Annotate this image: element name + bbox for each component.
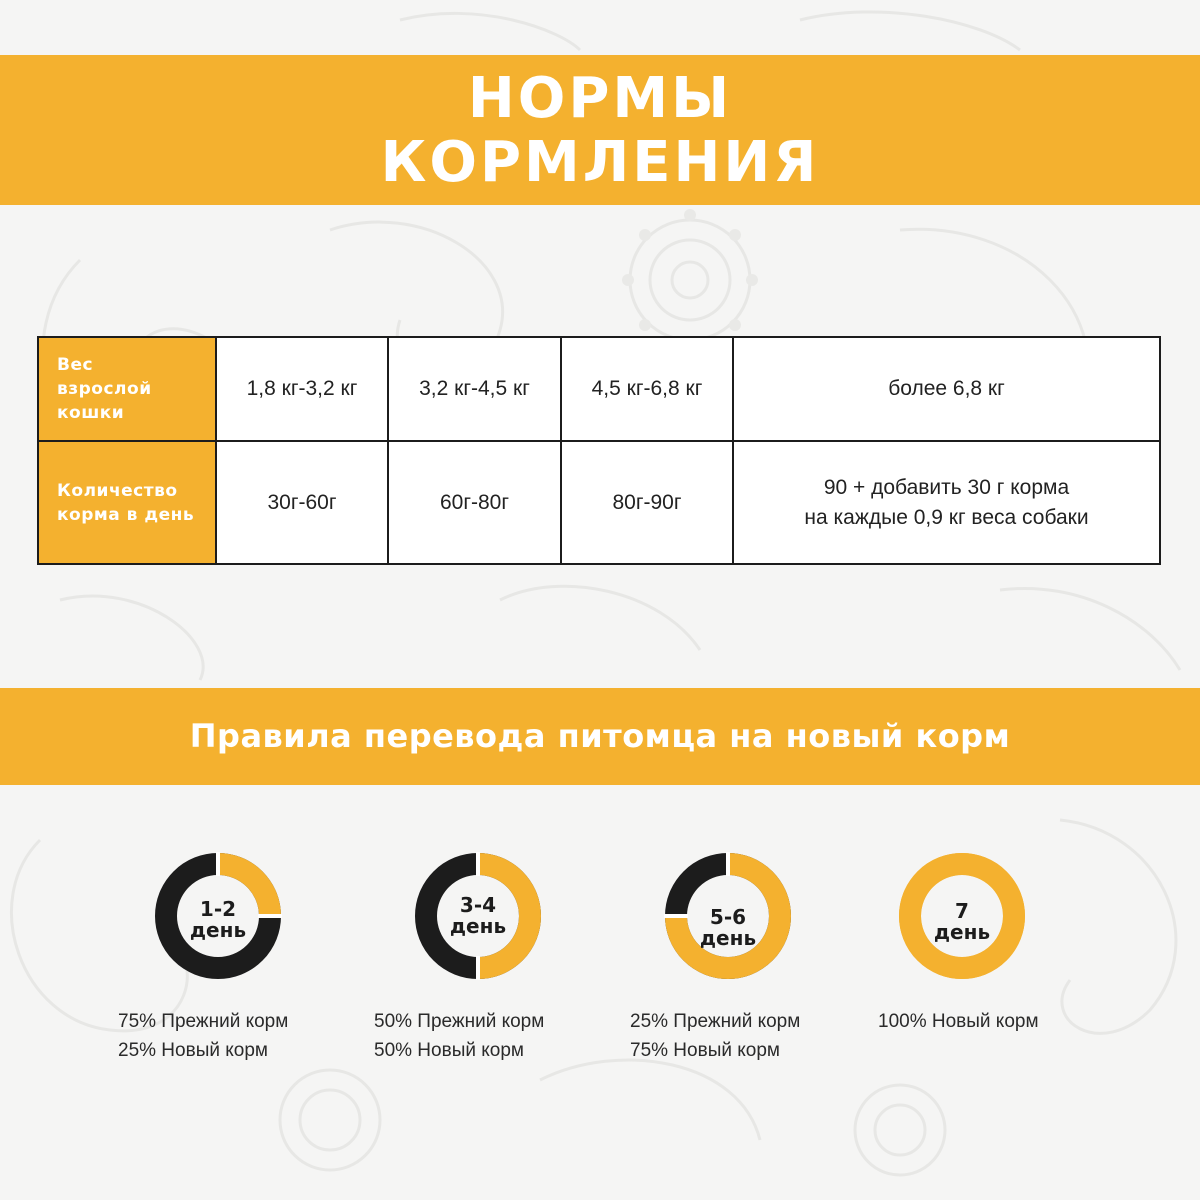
row-header-weight-line-2: взрослой bbox=[57, 379, 152, 399]
amount-cell-4-line-1: 90 + добавить 30 г корма bbox=[823, 475, 1070, 499]
amount-cell-4 bbox=[733, 441, 1160, 564]
donut-chart-2 bbox=[412, 850, 544, 982]
step-caption-1-line-1: 75% Прежний корм bbox=[118, 1011, 289, 1032]
step-caption-2-line-2: 50% Новый корм bbox=[374, 1040, 524, 1061]
title-banner bbox=[0, 55, 1200, 205]
step-label-line-1: 1-2 bbox=[199, 897, 237, 921]
row-header-weight-line-3: кошки bbox=[57, 403, 125, 423]
step-caption-4 bbox=[878, 1007, 1039, 1036]
row-header-weight bbox=[38, 337, 216, 441]
step-label-line-1: 5-6 bbox=[709, 905, 747, 929]
amount-cell-1: 30г-60г bbox=[216, 441, 388, 564]
weight-cell-1: 1,8 кг-3,2 кг bbox=[216, 337, 388, 441]
donut-chart-3 bbox=[662, 850, 794, 982]
step-caption-2-line-1: 50% Прежний корм bbox=[374, 1011, 545, 1032]
table-row-weight bbox=[38, 337, 1160, 441]
donut-chart-4 bbox=[896, 850, 1028, 982]
transition-title: Правила перевода питомца на новый корм bbox=[189, 717, 1011, 755]
row-header-amount-line-1: Количество bbox=[57, 480, 178, 501]
step-label-line-1: 7 bbox=[955, 899, 969, 923]
step-label-line-2: день bbox=[449, 914, 507, 938]
row-header-weight-line-1: Вес bbox=[57, 355, 94, 375]
step-caption-4-line-1: 100% Новый корм bbox=[878, 1011, 1039, 1032]
amount-cell-2: 60г-80г bbox=[388, 441, 561, 564]
step-caption-3 bbox=[630, 1007, 800, 1065]
weight-cell-4: более 6,8 кг bbox=[733, 337, 1160, 441]
row-header-amount bbox=[38, 441, 216, 564]
page-title-line-1: НОРМЫ bbox=[467, 66, 733, 131]
amount-cell-4-line-2: на каждые 0,9 кг веса собаки bbox=[804, 505, 1089, 529]
step-caption-1-line-2: 25% Новый корм bbox=[118, 1040, 268, 1061]
step-caption-1 bbox=[118, 1007, 288, 1065]
step-label-line-2: день bbox=[933, 920, 991, 944]
amount-cell-3: 80г-90г bbox=[561, 441, 733, 564]
step-caption-3-line-2: 75% Новый корм bbox=[630, 1040, 780, 1061]
page-title-line-2: КОРМЛЕНИЯ bbox=[380, 130, 820, 195]
donut-chart-1 bbox=[152, 850, 284, 982]
step-caption-2 bbox=[374, 1007, 544, 1065]
weight-cell-2: 3,2 кг-4,5 кг bbox=[388, 337, 561, 441]
step-caption-3-line-1: 25% Прежний корм bbox=[630, 1011, 801, 1032]
transition-step-1 bbox=[152, 850, 402, 982]
row-header-amount-line-2: корма в день bbox=[57, 504, 195, 525]
weight-cell-3: 4,5 кг-6,8 кг bbox=[561, 337, 733, 441]
step-label-line-2: день bbox=[189, 918, 247, 942]
step-label-line-2: день bbox=[699, 926, 757, 950]
transition-step-4 bbox=[896, 850, 1146, 982]
transition-step-3 bbox=[662, 850, 912, 982]
feeding-table bbox=[37, 336, 1161, 565]
transition-banner bbox=[0, 688, 1200, 785]
transition-step-2 bbox=[412, 850, 662, 982]
table-row-amount bbox=[38, 441, 1160, 564]
step-label-line-1: 3-4 bbox=[459, 893, 497, 917]
